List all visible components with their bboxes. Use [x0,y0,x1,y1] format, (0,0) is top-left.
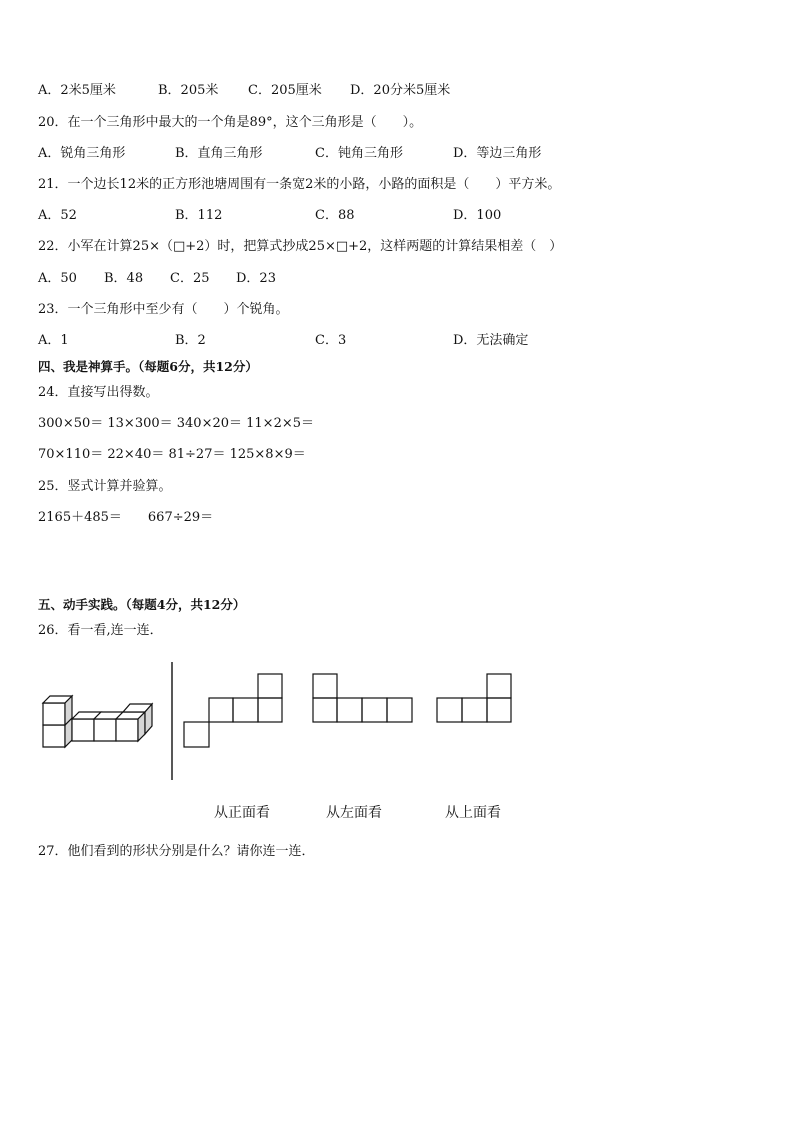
question-20: 20．在一个三角形中最大的一个角是89°，这个三角形是（ ）。 [38,115,423,130]
q23-option-c: C．3 [315,333,347,348]
view-shape-1 [184,674,282,747]
question-25: 25．竖式计算并验算。 [38,479,172,494]
q20-option-c: C．钝角三角形 [315,146,403,161]
q24-row-2: 70×110＝ 22×40＝ 81÷27＝ 125×8×9＝ [38,447,306,462]
q20-option-b: B．直角三角形 [175,146,263,161]
question-27: 27．他们看到的形状分别是什么？请你连一连． [38,844,315,859]
view-label-top: 从上面看 [445,805,501,821]
q22-option-c: C．25 [170,271,210,286]
question-24: 24．直接写出得数。 [38,385,159,400]
view-label-left: 从左面看 [326,805,382,821]
question-21: 21．一个边长12米的正方形池塘周围有一条宽2米的小路，小路的面积是（ ）平方米。 [38,177,561,192]
section-5-title: 五、动手实践。（每题4分，共12分） [38,597,246,612]
q23-option-b: B．2 [175,333,206,348]
question-22: 22．小军在计算25×（□+2）时，把算式抄成25×□+2，这样两题的计算结果相差（ ） [38,239,563,254]
view-shape-3 [437,674,511,722]
q22-option-d: D．23 [236,271,276,286]
q21-option-d: D．100 [453,208,502,223]
q24-row-1: 300×50＝ 13×300＝ 340×20＝ 11×2×5＝ [38,416,315,431]
q21-option-b: B．112 [175,208,223,223]
q23-option-d: D．无法确定 [453,333,529,348]
q19-option-a: A．2米5厘米 [38,83,116,98]
q19-option-c: C．205厘米 [248,83,322,98]
cube-column-top [43,696,72,725]
q22-option-a: A．50 [38,271,77,286]
view-label-front: 从正面看 [214,805,270,821]
q19-option-b: B．205米 [158,83,219,98]
q20-option-a: A．锐角三角形 [38,146,126,161]
q19-option-d: D．20分米5厘米 [350,83,451,98]
question-23: 23．一个三角形中至少有（ ）个锐角。 [38,302,289,317]
question-26: 26．看一看,连一连． [38,623,163,638]
q25-row-1: 2165＋485＝ 667÷29＝ [38,510,214,525]
section-4-title: 四、我是神算手。（每题6分，共12分） [38,359,258,374]
q22-option-b: B．48 [104,271,144,286]
q21-option-a: A．52 [38,208,77,223]
q20-option-d: D．等边三角形 [453,146,542,161]
view-shape-2 [313,674,412,722]
q21-option-c: C．88 [315,208,355,223]
q23-option-a: A．1 [38,333,69,348]
